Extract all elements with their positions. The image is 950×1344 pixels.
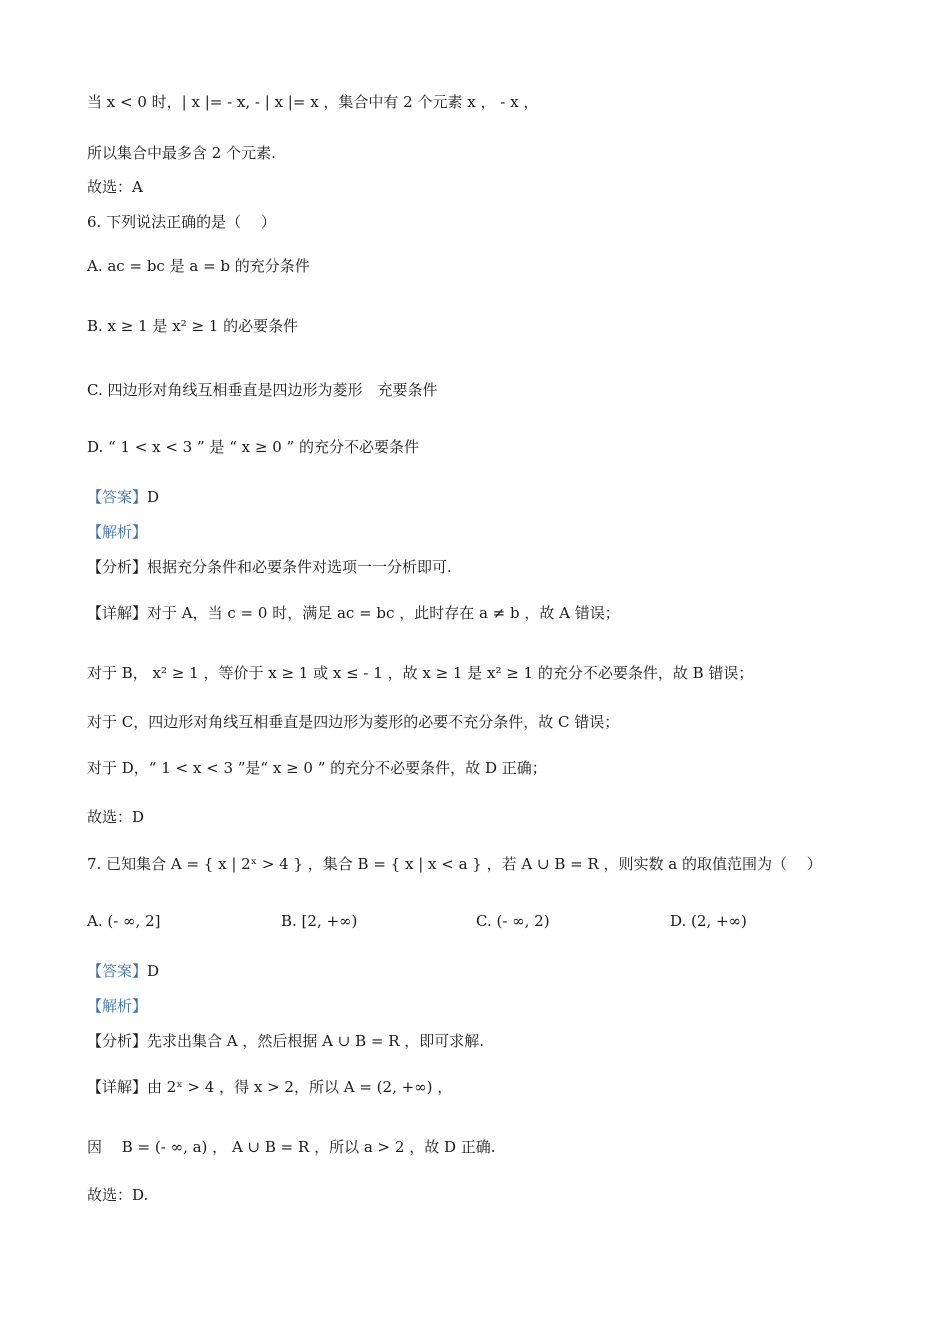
q6-jiexi-tag: 【解析】 — [87, 523, 148, 541]
xiangjie-text: 由 2ˣ > 4 ，得 x > 2，所以 A = (2, +∞) ， — [147, 1078, 453, 1096]
answer-tag: 【答案】 — [87, 962, 148, 980]
question-7-stem: 7. 已知集合 A = { x | 2ˣ > 4 } ，集合 B = { x | x < a } ，若 A ∪ B = R ，则实数 a 的取值范围为（ ） — [87, 855, 822, 873]
q7-option-b: B. [2, +∞) — [281, 912, 358, 930]
q7-answer — [87, 961, 159, 981]
q6-option-b: B. x ≥ 1 是 x² ≥ 1 的必要条件 — [87, 317, 299, 335]
answer-tag: 【答案】 — [87, 488, 148, 506]
answer-value: D — [147, 962, 160, 980]
fenxi-text: 根据充分条件和必要条件对选项一一分析即可. — [147, 558, 452, 576]
q6-answer — [87, 487, 159, 507]
fenxi-text: 先求出集合 A ，然后根据 A ∪ B = R ，即可求解. — [147, 1032, 485, 1050]
question-6-stem: 6. 下列说法正确的是（ ） — [87, 213, 276, 231]
q7-option-c: C. (- ∞, 2) — [476, 912, 550, 930]
q6-xiangjie — [87, 603, 620, 623]
q6-option-d: D. “ 1 < x < 3 ” 是 “ x ≥ 0 ” 的充分不必要条件 — [87, 438, 419, 456]
text-line: 因 B = (- ∞, a) ， A ∪ B = R ，所以 a > 2 ，故 D 正确. — [87, 1138, 496, 1156]
text-line: 对于 D，“ 1 < x < 3 ”是“ x ≥ 0 ” 的充分不必要条件，故 D 正确； — [87, 759, 547, 777]
q7-fenxi — [87, 1031, 484, 1051]
xiangjie-tag: 【详解】 — [87, 1078, 148, 1096]
text-line: 对于 B， x² ≥ 1 ，等价于 x ≥ 1 或 x ≤ - 1 ，故 x ≥ 1 是 x² ≥ 1 的充分不必要条件，故 B 错误； — [87, 664, 754, 682]
xiangjie-text: 对于 A，当 c = 0 时，满足 ac = bc ，此时存在 a ≠ b ，故 A 错误； — [147, 604, 620, 622]
q7-jiexi-tag: 【解析】 — [87, 997, 148, 1015]
text-line: 故选：D. — [87, 1186, 149, 1204]
q6-option-c: C. 四边形对角线互相垂直是四边形为菱形 充要条件 — [87, 381, 438, 399]
q6-option-a: A. ac = bc 是 a = b 的充分条件 — [87, 257, 310, 275]
answer-value: D — [147, 488, 160, 506]
text-line: 故选：D — [87, 808, 145, 826]
text-line: 故选：A — [87, 178, 143, 196]
text-line: 当 x < 0 时，| x |= - x, - | x |= x ，集合中有 2 个元素 x ， - x ， — [87, 93, 539, 111]
q7-option-a: A. (- ∞, 2] — [87, 912, 161, 930]
text-line: 对于 C，四边形对角线互相垂直是四边形为菱形的必要不充分条件，故 C 错误； — [87, 713, 620, 731]
fenxi-tag: 【分析】 — [87, 1032, 148, 1050]
fenxi-tag: 【分析】 — [87, 558, 148, 576]
q7-option-d: D. (2, +∞) — [670, 912, 747, 930]
text-line: 所以集合中最多含 2 个元素. — [87, 144, 276, 162]
q6-fenxi — [87, 557, 452, 577]
xiangjie-tag: 【详解】 — [87, 604, 148, 622]
q7-xiangjie — [87, 1077, 452, 1097]
